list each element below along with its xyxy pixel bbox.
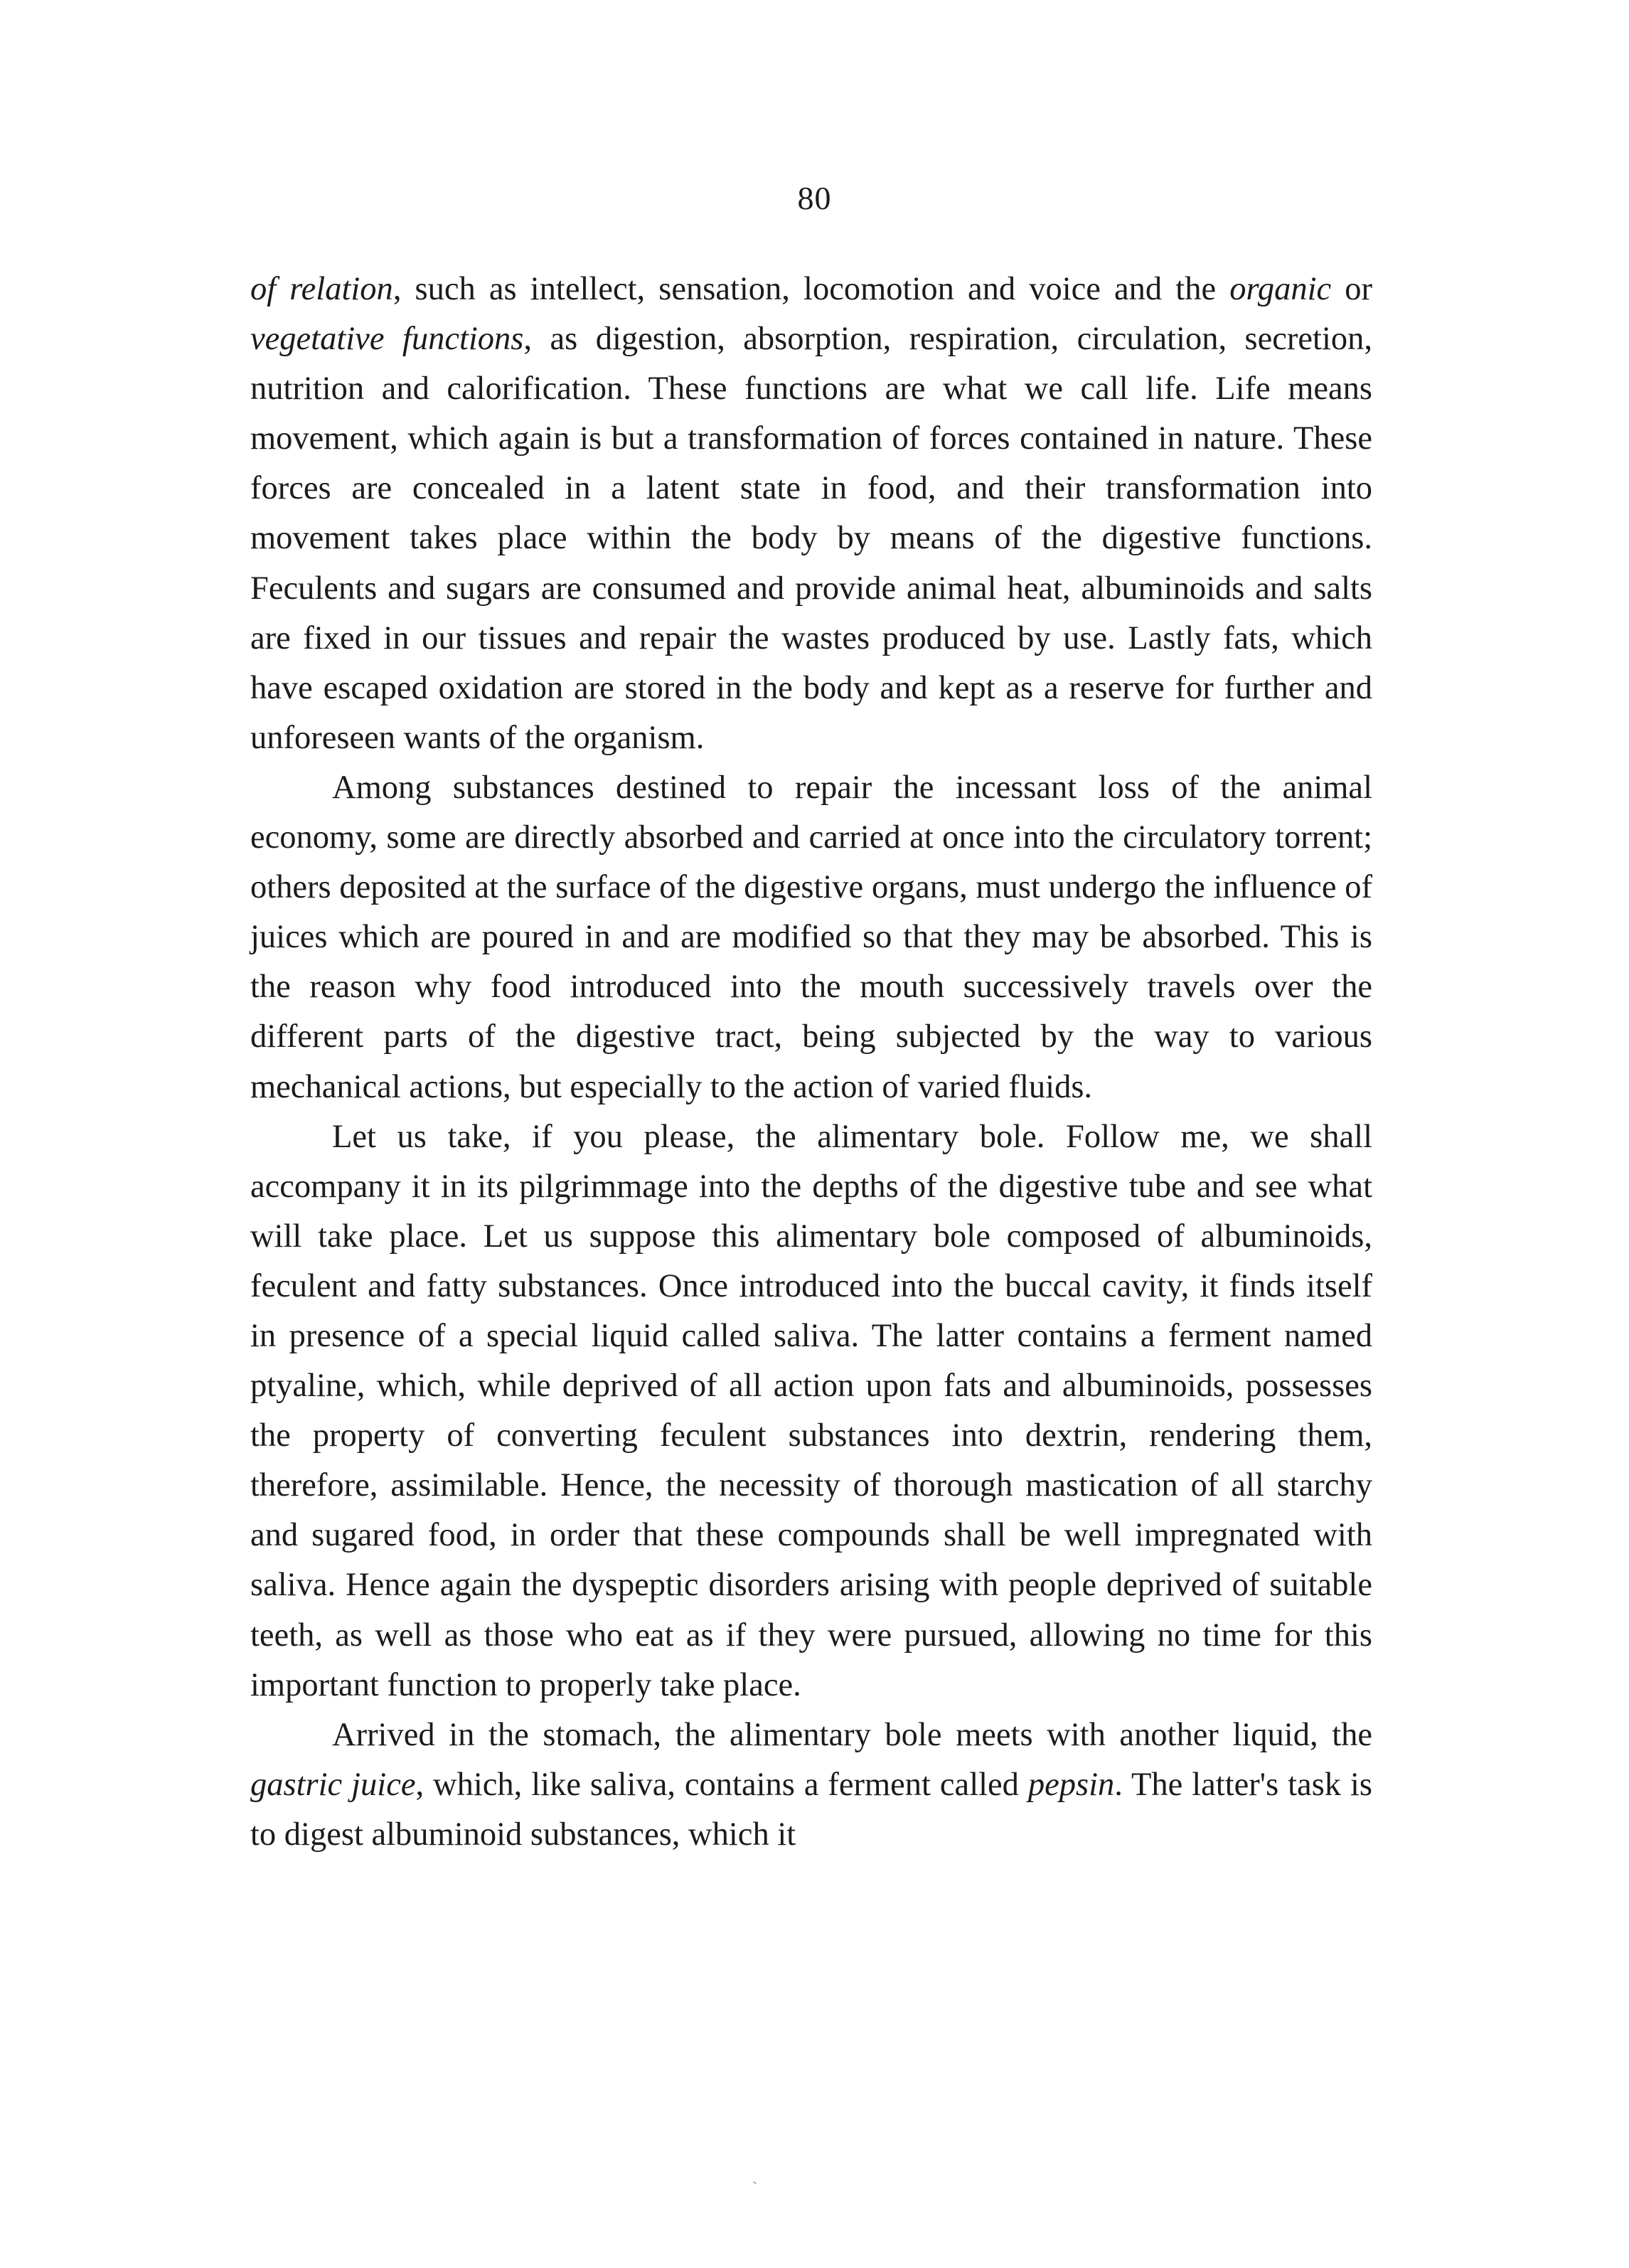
text-run: . The latter's task is to digest albuminoid substances, which it — [250, 1766, 1372, 1853]
italic-term: of relation — [250, 271, 393, 307]
paragraph-2 — [250, 763, 1372, 1112]
text-run: or — [1331, 271, 1373, 307]
paragraph-4 — [250, 1710, 1372, 1860]
text-run: Let us take, if you please, the alimentary bole. Follow me, we shall accompany it in its pilgrimmage into the depths of the digestive tube and see what will take place. Let us suppose this alimentary bole composed of albuminoids, feculent and fatty substances. Once introduced into the buccal cavity, it finds itself in presence of a special liquid called saliva. The latter contains a ferment named ptyaline, which, while deprived of all action upon fats and albuminoids, possesses the property of converting feculent substances into dextrin, rendering them, therefore, assimilable. Hence, the necessity of thorough mastication of all starchy and sugared food, in order that these compounds shall be well impregnated with saliva. Hence again the dyspeptic disorders arising with people deprived of suitable teeth, as well as those who eat as if they were pursued, allowing no time for this important function to properly take place. — [250, 1118, 1372, 1703]
italic-term: organic — [1229, 271, 1332, 307]
italic-term: vegetative functions — [250, 321, 524, 358]
paragraph-3 — [250, 1112, 1372, 1710]
text-run: Arrived in the stomach, the alimentary bole meets with another liquid, the — [332, 1716, 1372, 1753]
page-number: 80 — [797, 180, 832, 216]
italic-term: gastric juice — [250, 1766, 416, 1803]
paragraph-1 — [250, 265, 1372, 763]
text-run: , which, like saliva, contains a ferment called — [415, 1766, 1028, 1803]
body-text — [250, 265, 1372, 1860]
italic-term: pepsin — [1027, 1766, 1115, 1803]
text-run: , as digestion, absorption, respiration, circulation, secretion, nutrition and calorification. These functions are what we call life. Life means movement, which again is but a transformation of forces contained in nature. These forces are concealed in a latent state in food, and their transformation into movement takes place within the body by means of the digestive functions. Feculents and sugars are consumed and provide animal heat, albuminoids and salts are fixed in our tissues and repair the wastes produced by use. Lastly fats, which have escaped oxidation are stored in the body and kept as a reserve for further and unforeseen wants of the organism. — [250, 321, 1372, 756]
stray-ink-mark: ˎ — [752, 2166, 758, 2184]
text-run: , such as intellect, sensation, locomotion and voice and the — [392, 271, 1230, 307]
text-run: Among substances destined to repair the incessant loss of the animal economy, some are directly absorbed and carried at once into the circulatory torrent; others deposited at the surface of the digestive organs, must undergo the influence of juices which are poured in and are modified so that they may be absorbed. This is the reason why food introduced into the mouth successively travels over the different parts of the digestive tract, being subjected by the way to various mechanical actions, but especially to the action of varied fluids. — [250, 769, 1372, 1105]
